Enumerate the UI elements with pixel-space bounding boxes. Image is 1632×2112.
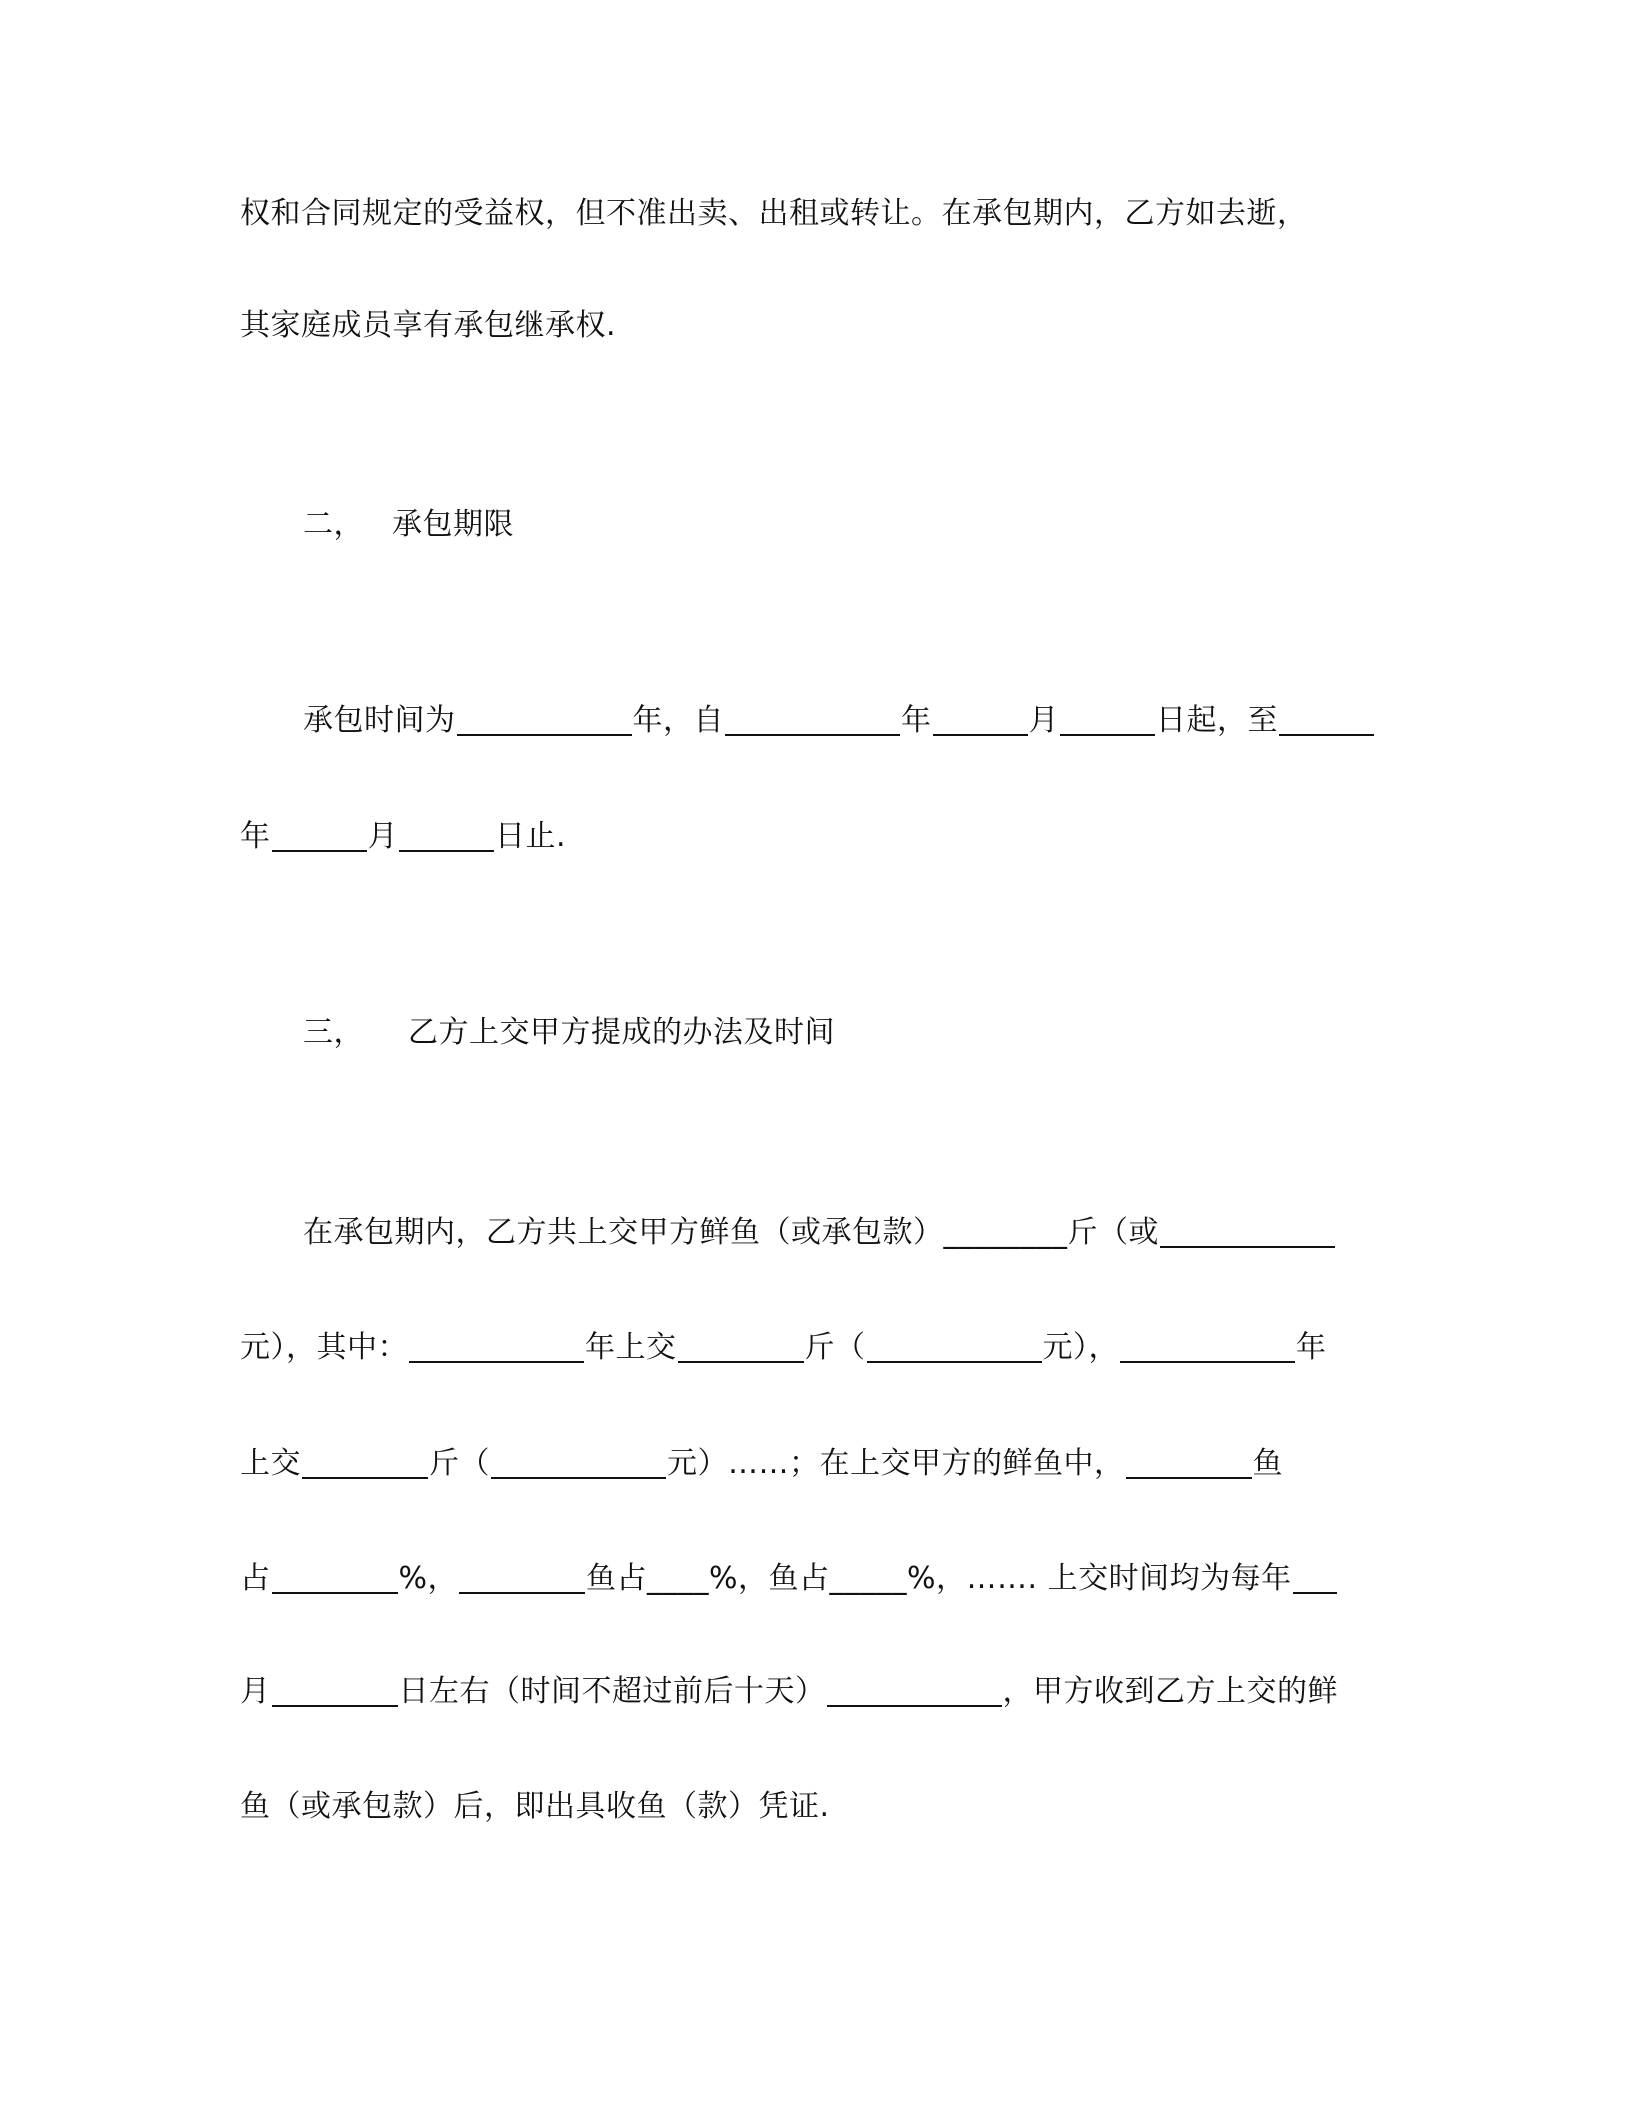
paragraph-text: 承包时间为 — [303, 703, 456, 738]
paragraph-text: 上交 — [240, 1446, 301, 1481]
paragraph-text: 元）， — [1042, 1330, 1119, 1365]
paragraph-text: 元），其中： — [240, 1330, 408, 1365]
paragraph-line — [240, 1559, 1338, 1599]
section-number: 二， — [303, 507, 364, 542]
fill-blank[interactable] — [1060, 704, 1155, 736]
fill-blank[interactable] — [302, 1447, 428, 1479]
paragraph-line — [240, 194, 1308, 234]
paragraph-text: 其家庭成员享有承包继承权. — [240, 308, 617, 343]
fill-blank[interactable] — [1293, 1562, 1337, 1594]
fill-blank[interactable] — [457, 704, 632, 736]
paragraph-line — [240, 306, 616, 346]
paragraph-text: 元）……；在上交甲方的鲜鱼中， — [667, 1446, 1125, 1481]
fill-blank[interactable] — [1160, 1216, 1335, 1248]
paragraph-text: 年 — [901, 703, 932, 738]
fill-blank[interactable] — [678, 1331, 804, 1363]
section-title: 承包期限 — [392, 507, 514, 542]
paragraph-line — [303, 701, 1375, 741]
section-number: 三， — [303, 1015, 364, 1050]
paragraph-text: 年 — [240, 819, 271, 854]
paragraph-line — [240, 1787, 830, 1827]
paragraph-text: 鱼占____%，鱼占_____%，……. 上交时间均为每年 — [586, 1561, 1292, 1596]
fill-blank[interactable] — [409, 1331, 584, 1363]
paragraph-text: 年 — [1296, 1330, 1327, 1365]
paragraph-line — [303, 1213, 1336, 1253]
fill-blank[interactable] — [272, 1675, 398, 1707]
fill-blank[interactable] — [1126, 1447, 1252, 1479]
paragraph-text: 斤（ — [429, 1446, 490, 1481]
fill-blank[interactable] — [459, 1562, 585, 1594]
paragraph-text: 日起，至 — [1156, 703, 1278, 738]
paragraph-text: 年，自 — [632, 703, 724, 738]
paragraph-text: 日止. — [495, 819, 567, 854]
paragraph-line — [240, 1444, 1283, 1484]
paragraph-text: 鱼（或承包款）后，即出具收鱼（款）凭证. — [240, 1789, 830, 1824]
fill-blank[interactable] — [399, 820, 494, 852]
fill-blank[interactable] — [491, 1447, 666, 1479]
paragraph-text: 年上交 — [585, 1330, 677, 1365]
fill-blank[interactable] — [933, 704, 1028, 736]
paragraph-text: 鱼 — [1252, 1446, 1283, 1481]
paragraph-line — [240, 1328, 1327, 1368]
paragraph-text: 占 — [240, 1561, 271, 1596]
paragraph-line — [240, 1672, 1338, 1712]
paragraph-text: 月 — [367, 819, 398, 854]
fill-blank[interactable] — [725, 704, 900, 736]
fill-blank[interactable] — [1120, 1331, 1295, 1363]
paragraph-text: ，甲方收到乙方上交的鲜 — [1002, 1674, 1338, 1709]
paragraph-text: 权和合同规定的受益权，但不准出卖、出租或转让。在承包期内，乙方如去逝， — [240, 196, 1308, 231]
section-title: 乙方上交甲方提成的办法及时间 — [408, 1015, 835, 1050]
fill-blank[interactable] — [272, 820, 367, 852]
fill-blank[interactable] — [1279, 704, 1374, 736]
paragraph-text: 月 — [240, 1674, 271, 1709]
paragraph-line — [240, 817, 566, 857]
paragraph-text: 日左右（时间不超过前后十天） — [398, 1674, 826, 1709]
paragraph-text: 月 — [1028, 703, 1059, 738]
paragraph-text: 斤（ — [804, 1330, 866, 1365]
fill-blank[interactable] — [827, 1675, 1002, 1707]
paragraph-text: %， — [398, 1561, 459, 1596]
section-heading — [303, 1013, 835, 1053]
paragraph-text: 在承包期内，乙方共上交甲方鲜鱼（或承包款）________斤（或 — [303, 1215, 1159, 1250]
section-heading — [303, 505, 514, 545]
fill-blank[interactable] — [272, 1562, 398, 1594]
fill-blank[interactable] — [867, 1331, 1042, 1363]
